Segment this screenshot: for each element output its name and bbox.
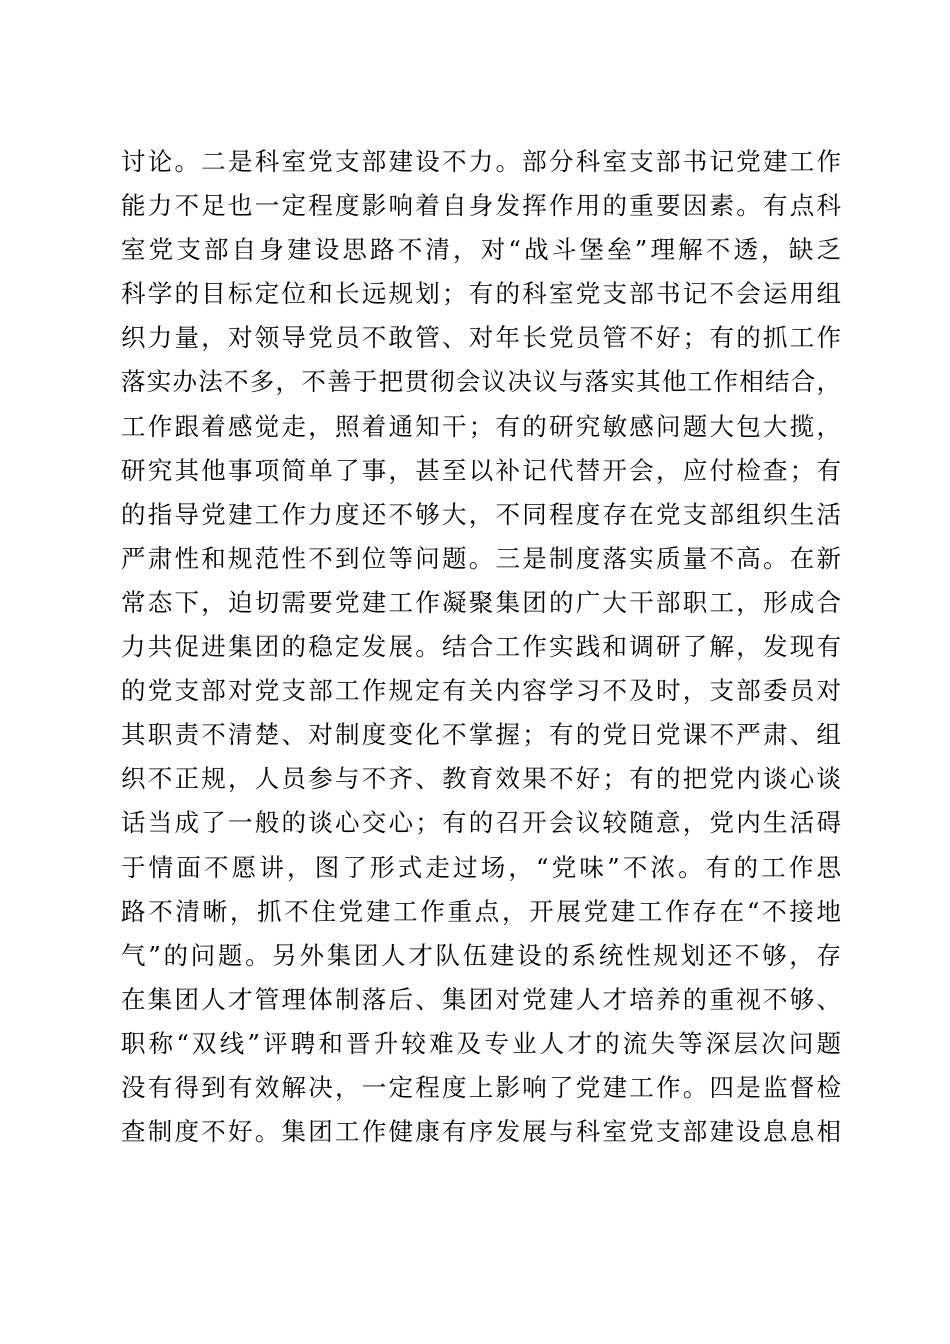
text-line-15: 织不正规，人员参与不齐、教育效果不好；有的把党内谈心谈: [121, 764, 841, 794]
text-line-2: 能力不足也一定程度影响着自身发挥作用的重要因素。有点科: [121, 191, 841, 221]
text-line-20: 在集团人才管理体制落后、集团对党建人才培养的重视不够、: [121, 984, 841, 1014]
text-line-13: 的党支部对党支部工作规定有关内容学习不及时，支部委员对: [121, 676, 841, 706]
text-line-6: 落实办法不多，不善于把贯彻会议决议与落实其他工作相结合，: [121, 367, 841, 397]
text-line-12: 力共促进集团的稳定发展。结合工作实践和调研了解，发现有: [121, 632, 841, 662]
text-line-4: 科学的目标定位和长远规划；有的科室党支部书记不会运用组: [121, 279, 841, 309]
text-line-8: 研究其他事项简单了事，甚至以补记代替开会，应付检查；有: [121, 455, 841, 485]
text-line-7: 工作跟着感觉走，照着通知干；有的研究敏感问题大包大揽，: [121, 411, 841, 441]
text-line-9: 的指导党建工作力度还不够大，不同程度存在党支部组织生活: [121, 499, 841, 529]
body-paragraph: [121, 140, 841, 1154]
text-line-10: 严肃性和规范性不到位等问题。三是制度落实质量不高。在新: [121, 543, 841, 573]
text-line-21: 职称“双线”评聘和晋升较难及专业人才的流失等深层次问题: [121, 1028, 841, 1058]
text-line-5: 织力量，对领导党员不敢管、对年长党员管不好；有的抓工作: [121, 323, 841, 353]
text-line-17: 于情面不愿讲，图了形式走过场，“党味”不浓。有的工作思: [121, 852, 841, 882]
text-line-18: 路不清晰，抓不住党建工作重点，开展党建工作存在“不接地: [121, 896, 841, 926]
text-line-16: 话当成了一般的谈心交心；有的召开会议较随意，党内生活碍: [121, 808, 841, 838]
text-line-22: 没有得到有效解决，一定程度上影响了党建工作。四是监督检: [121, 1072, 841, 1102]
text-line-1: 讨论。二是科室党支部建设不力。部分科室支部书记党建工作: [121, 147, 841, 176]
text-line-14: 其职责不清楚、对制度变化不掌握；有的党日党课不严肃、组: [121, 720, 841, 750]
text-line-19: 气”的问题。另外集团人才队伍建设的系统性规划还不够，存: [121, 940, 841, 970]
text-line-23: 查制度不好。集团工作健康有序发展与科室党支部建设息息相: [121, 1117, 841, 1147]
text-line-3: 室党支部自身建设思路不清，对“战斗堡垒”理解不透，缺乏: [121, 235, 841, 265]
text-line-11: 常态下，迫切需要党建工作凝聚集团的广大干部职工，形成合: [121, 587, 841, 617]
